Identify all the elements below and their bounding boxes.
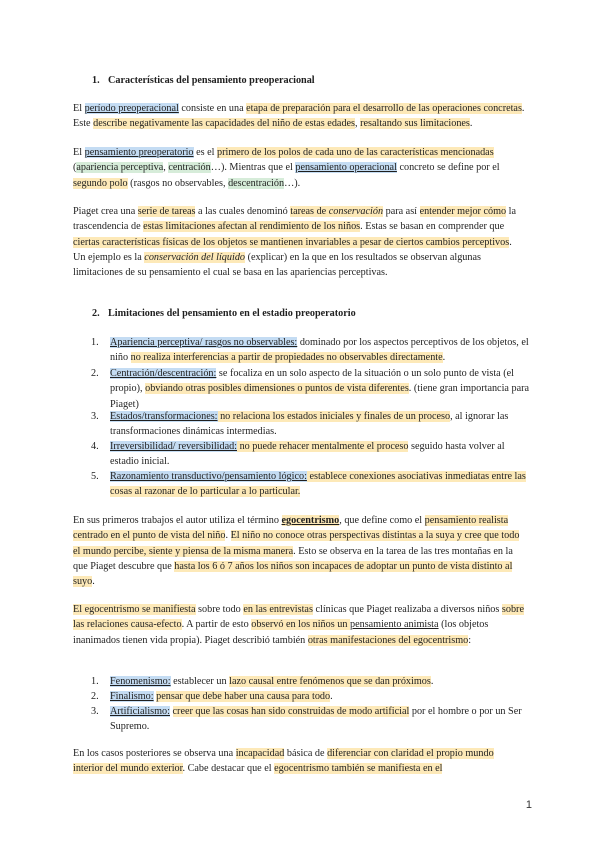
text-span: 1. (92, 75, 100, 86)
text-span: 1. (91, 337, 99, 348)
text-span: concreto se define por el (396, 162, 500, 174)
text-span: obviando otras posibles dimensiones o puntos de vista diferentes (145, 383, 409, 395)
text-span: describe negativamente las capacidades del niño de estas edades (93, 118, 356, 130)
text-span: , (163, 162, 169, 174)
text-span: El egocentrismo se manifiesta (73, 604, 196, 615)
text-span: . (330, 691, 333, 702)
text-span: 2. (91, 368, 99, 379)
text-span: . Este (73, 103, 525, 130)
text-span: …). (284, 177, 301, 189)
text-span: …). Mientras que el (210, 162, 296, 174)
text-span: ciertas características físicas de los objetos se mantienen invariables a pesar de ciertos cambios perceptivos (73, 236, 510, 248)
text-span: . Un ejemplo es la (73, 236, 512, 263)
text-span: 2. (92, 308, 100, 319)
text-span: entender mejor cómo (419, 206, 507, 217)
text-span: etapa de preparación para el desarrollo de las operaciones concretas (246, 103, 522, 114)
text-span: diferenciar con claridad el propio mundo interior del mundo exterior (73, 748, 494, 775)
text-span: , que define como el (339, 515, 425, 526)
text-span: egocentrismo también se manifiesta en el (274, 763, 443, 775)
paragraph-4 (73, 513, 525, 589)
text-span: 5. (91, 471, 99, 482)
text-span: otras manifestaciones del egocentrismo (307, 634, 469, 646)
text-span: 3. (91, 411, 99, 422)
text-span: no relaciona los estados iniciales y finales de un proceso (217, 411, 451, 422)
text-span: , al ignorar las transformaciones dinámicas intermedias. (110, 411, 509, 438)
text-span: El (73, 103, 85, 114)
text-span: es el (193, 147, 218, 158)
text-span: pensamiento animista (349, 619, 439, 631)
text-span: (explicar) en la que en los resultados se observan algunas limitaciones de su pensamiento el cual se basa en las apariencias perceptivas. (73, 251, 481, 279)
text-span: lazo causal entre fenómenos que se dan próximos (229, 676, 431, 687)
text-span: pensamiento preoperatorio (84, 147, 194, 158)
text-span: egocentrismo (281, 515, 340, 526)
text-span: consiste en una (178, 103, 247, 114)
text-span: resaltando sus limitaciones (360, 118, 470, 130)
text-span: sobre las relaciones causa-efecto (73, 604, 524, 631)
text-span: (los objetos inanimados tienen vida propia). Piaget describió también (73, 619, 489, 646)
text-span: dominado por los aspectos perceptivos de los objetos, el niño (110, 337, 529, 364)
text-span: . Esto se observa en la tarea de las tres montañas en la que Piaget descubre que (73, 545, 513, 572)
text-span: sobre todo (195, 604, 244, 615)
text-span: no realiza interferencias a partir de propiedades no observables directamente (130, 352, 443, 364)
text-span: En sus primeros trabajos el autor utiliza el término (73, 515, 282, 526)
text-span: Fenomenismo: (110, 676, 171, 687)
text-span: pensar que debe haber una causa para todo (156, 691, 331, 702)
text-span: segundo polo (73, 177, 128, 189)
text-span: El niño no conoce otras perspectivas distintas a la suya y cree que todo el mundo percibe, siente y piensa de la misma manera (73, 530, 520, 557)
text-span: descentración (228, 177, 285, 189)
text-span: pensamiento operacional (295, 162, 397, 174)
text-span: 3. (91, 706, 99, 717)
text-span: . A partir de esto (181, 619, 252, 631)
text-span: conservación (328, 206, 384, 217)
text-span: (rasgos no observables, (127, 177, 229, 189)
text-span: Centración/descentración: (110, 368, 217, 379)
text-span: . (92, 576, 95, 588)
text-span: . (442, 352, 446, 364)
text-span: . (469, 118, 473, 130)
text-span: 2. (91, 691, 99, 702)
text-span: primero de los polos de cada uno de las características mencionadas (217, 147, 494, 158)
text-span: para así (383, 206, 420, 217)
paragraph-3 (73, 204, 525, 280)
text-span: Apariencia perceptiva/ rasgos no observables: (110, 337, 298, 348)
paragraph-2 (73, 145, 525, 191)
text-span: en las entrevistas (243, 604, 313, 615)
text-span: establece conexiones asociativas inmediatas entre las cosas al razonar de lo particular a lo particular. (110, 471, 526, 498)
text-span: básica de (284, 748, 328, 759)
text-span: apariencia perceptiva (76, 162, 164, 174)
text-span: seguido hasta volver al estadio inicial. (110, 441, 505, 468)
text-span: conservación del líquido (144, 251, 246, 263)
text-span: El (73, 147, 85, 158)
text-span: . (225, 530, 231, 542)
text-span: 1. (91, 676, 99, 687)
text-span: Irreversibilidad/ reversibilidad: (110, 441, 238, 452)
text-span: creer que las cosas han sido construidas de modo artificial (172, 706, 410, 717)
section-1-title: Características del pensamiento preoperacional (108, 75, 315, 86)
text-span: , (355, 118, 361, 130)
text-span: ( (73, 162, 77, 174)
text-span: tareas de (290, 206, 329, 217)
text-span: 4. (91, 441, 99, 452)
text-span: Razonamiento transductivo/pensamiento lógico: (110, 471, 307, 482)
text-span: no puede rehacer mentalmente el proceso (237, 441, 409, 452)
page-number: 1 (525, 799, 532, 811)
section-2-title: Limitaciones del pensamiento en el estadio preoperatorio (108, 308, 356, 319)
paragraph-5 (73, 602, 525, 648)
text-span: . (430, 676, 434, 687)
text-span: . Estas se basan en comprender que (360, 221, 505, 233)
text-span: clínicas que Piaget realizaba a diversos niños (312, 604, 502, 615)
text-span: observó en los niños un (251, 619, 350, 631)
text-span: se focaliza en un solo aspecto de la situación o un solo punto de vista (el propio), (110, 368, 514, 395)
text-span: hasta los 6 ó 7 años los niños son incapaces de adoptar un punto de vista distinto al suyo (73, 560, 513, 588)
text-span: Artificialismo: (110, 706, 170, 717)
paragraph-1 (73, 101, 525, 132)
text-span: la trascendencia de (73, 206, 517, 233)
text-span: incapacidad (235, 748, 285, 759)
text-span: En los casos posteriores se observa una (73, 748, 236, 759)
text-span: . (tiene gran importancia para Piaget) (110, 383, 530, 410)
text-span: establecer un (170, 676, 230, 687)
text-span: centración (168, 162, 211, 174)
text-span: a las cuales denominó (195, 206, 291, 217)
text-span: Estados/transformaciones: (110, 411, 218, 422)
text-span: período preoperacional (84, 103, 179, 114)
text-span: estas limitaciones afectan al rendimiento de los niños (143, 221, 361, 233)
text-span: . Cabe destacar que el (182, 763, 275, 775)
text-span: : (468, 634, 472, 646)
text-span: pensamiento realista centrado en el punto de vista del niño (73, 515, 509, 542)
paragraph-6 (73, 746, 525, 777)
text-span: Piaget crea una (73, 206, 138, 217)
text-span: Finalismo: (110, 691, 154, 702)
text-span: serie de tareas (137, 206, 196, 217)
text-span: por el hombre o por un Ser Supremo. (110, 706, 522, 733)
